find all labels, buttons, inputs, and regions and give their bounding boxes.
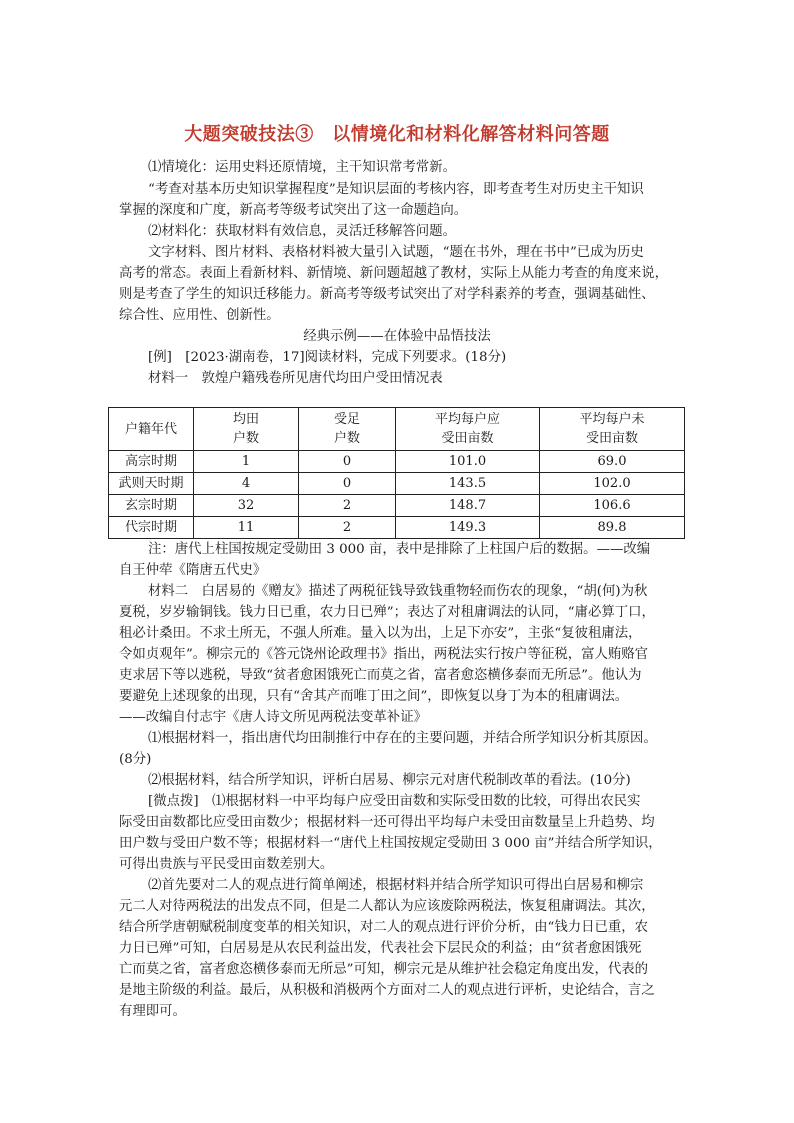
text-line: ⑴情境化：运用史料还原情境，主干知识常考常新。 — [148, 160, 456, 175]
table-cell: 2 — [299, 495, 396, 517]
text-line: 则是考查了学生的知识迁移能力。新高考等级考试突出了对学科素养的考查，强调基础性、 — [119, 287, 655, 302]
table-cell: 69.0 — [540, 451, 685, 473]
example-heading: [例] [2023·湖南卷，17]阅读材料，完成下列要求。(18分) — [148, 350, 507, 365]
section-heading: 经典示例——在体验中品悟技法 — [303, 329, 491, 344]
table-cell: 32 — [194, 495, 299, 517]
table-cell: 高宗时期 — [109, 451, 194, 473]
text-line: 元二人对待两税法的出发点不同，但是二人都认为应该废除两税法，恢复租庸调法。其次， — [119, 899, 655, 914]
text-line: 高考的常态。表面上看新材料、新情境、新问题超越了教材，实际上从能力考查的角度来说， — [119, 266, 669, 281]
text-line: ——改编自付志宇《唐人诗文所见两税法变革补证》 — [119, 710, 427, 725]
table-cell: 代宗时期 — [109, 517, 194, 539]
text-line: 是地主阶级的利益。最后，从积极和消极两个方面对二人的观点进行评析，史论结合，言之 — [119, 983, 655, 998]
page-title: 大题突破技法③ 以情境化和材料化解答材料问答题 — [184, 124, 610, 145]
text-line: 力日已殚”可知，白居易是从农民利益出发，代表社会下层民众的利益；由“贫者愈困饿死 — [119, 941, 642, 956]
table-row — [109, 517, 685, 539]
land-distribution-table — [108, 407, 685, 539]
table-header-cell: 受足 户数 — [299, 408, 396, 451]
table-cell: 11 — [194, 517, 299, 539]
table-header-cell: 平均每户未 受田亩数 — [540, 408, 685, 451]
question-two: ⑵根据材料，结合所学知识，评析白居易、柳宗元对唐代税制改革的看法。(10分) — [148, 773, 631, 788]
table-cell: 89.8 — [540, 517, 685, 539]
text-line: 亡而莫之省，富者愈恣横侈泰而无所忌”可知，柳宗元是从维护社会稳定角度出发，代表的 — [119, 962, 649, 977]
table-cell: 0 — [299, 473, 396, 495]
table-cell: 2 — [299, 517, 396, 539]
text-line: 际受田亩数都比应受田亩数少；根据材料一还可得出平均每户未受田亩数量呈上升趋势、均 — [119, 815, 655, 830]
text-line: 结合所学唐朝赋税制度变革的相关知识，对二人的观点进行评价分析，由“钱力日已重，农 — [119, 920, 649, 935]
table-row — [109, 473, 685, 495]
text-line: 综合性、应用性、创新性。 — [119, 308, 280, 323]
table-cell: 武则天时期 — [109, 473, 194, 495]
text-line: 文字材料、图片材料、表格材料被大量引入试题，“题在书外，理在书中”已成为历史 — [148, 245, 644, 260]
text-line: 可得出贵族与平民受田亩数差别大。 — [119, 857, 334, 872]
table-cell: 玄宗时期 — [109, 495, 194, 517]
text-line: [微点拨] ⑴根据材料一中平均每户应受田亩数和实际受田数的比较，可得出农民实 — [148, 794, 641, 809]
table-header-cell: 户籍年代 — [109, 408, 194, 451]
text-line: 租必计桑田。不求土所无，不强人所难。量入以为出，上足下亦安”，主张“复彼租庸法， — [119, 626, 642, 641]
text-line: 材料二 白居易的《赠友》描述了两税征钱导致钱重物轻而伤农的现象，“胡(何)为秋 — [148, 584, 648, 599]
text-line: (8分) — [119, 752, 152, 767]
table-header-cell: 平均每户应 受田亩数 — [396, 408, 540, 451]
table-row — [109, 451, 685, 473]
table-cell: 102.0 — [540, 473, 685, 495]
table-cell: 148.7 — [396, 495, 540, 517]
table-cell: 4 — [194, 473, 299, 495]
text-line: ⑵首先要对二人的观点进行简单阐述，根据材料并结合所学知识可得出白居易和柳宗 — [148, 878, 644, 893]
table-cell: 143.5 — [396, 473, 540, 495]
table-cell: 0 — [299, 451, 396, 473]
question-one: ⑴根据材料一，指出唐代均田制推行中存在的主要问题，并结合所学知识分析其原因。 — [148, 731, 657, 746]
text-line: 田户数与受田户数不等；根据材料一“唐代上柱国按规定受勋田 3 000 亩”并结合所学知识， — [119, 836, 662, 851]
text-line: 有理即可。 — [119, 1004, 186, 1019]
text-line: 掌握的深度和广度，新高考等级考试突出了这一命题趋向。 — [119, 203, 468, 218]
text-line: 注：唐代上柱国按规定受勋田 3 000 亩，表中是排除了上柱国户后的数据。——改编 — [148, 542, 651, 557]
text-line: 吏求居下等以逃税，导致“贫者愈困饿死亡而莫之省，富者愈恣横侈泰而无所忌”。他认为 — [119, 668, 642, 683]
table-cell: 149.3 — [396, 517, 540, 539]
text-line: 令如贞观年”。柳宗元的《答元饶州论政理书》指出，两税法实行按户等征税，富人贿赂官 — [119, 647, 649, 662]
text-line: 要避免上述现象的出现，只有“舍其产而唯丁田之间”，即恢复以身丁为本的租庸调法。 — [119, 689, 629, 704]
text-line: 自王仲荦《隋唐五代史》 — [119, 563, 267, 578]
table-header-row — [109, 408, 685, 451]
table-header-cell: 均田 户数 — [194, 408, 299, 451]
table-row — [109, 495, 685, 517]
table-cell: 1 — [194, 451, 299, 473]
text-line: “考查对基本历史知识掌握程度”是知识层面的考核内容，即考查考生对历史主干知识 — [148, 182, 644, 197]
material-one-title: 材料一 敦煌户籍残卷所见唐代均田户受田情况表 — [148, 371, 443, 386]
text-line: ⑵材料化：获取材料有效信息，灵活迁移解答问题。 — [148, 224, 456, 239]
table-cell: 101.0 — [396, 451, 540, 473]
text-line: 夏税，岁岁输铜钱。钱力日已重，农力日已殚”；表达了对租庸调法的认同，“庸必算丁口， — [119, 605, 655, 620]
table-cell: 106.6 — [540, 495, 685, 517]
